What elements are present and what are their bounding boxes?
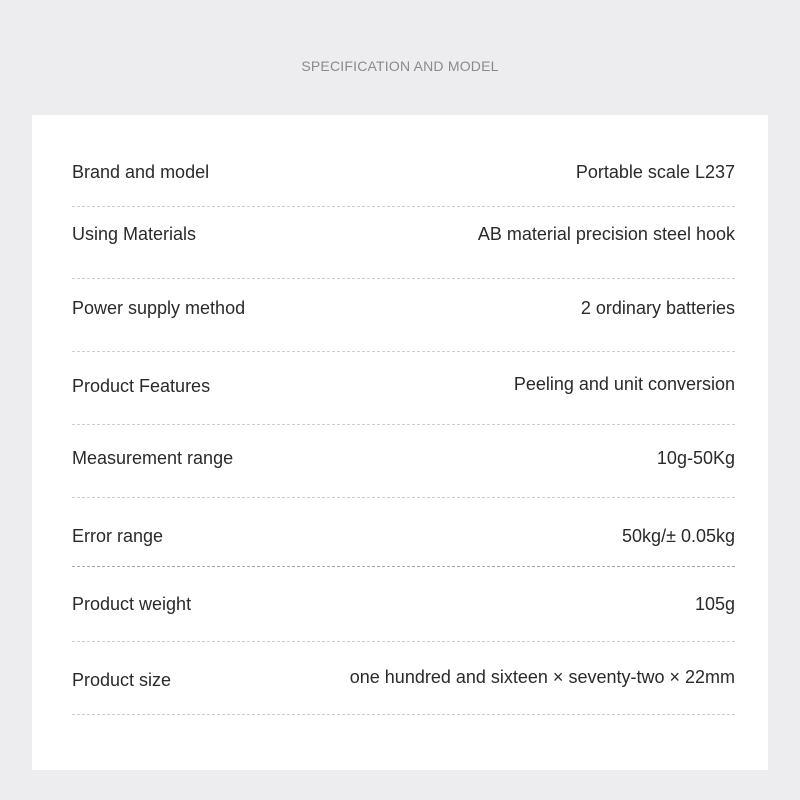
spec-value: 10g-50Kg xyxy=(656,447,735,468)
spec-value: Portable scale L237 xyxy=(575,161,735,182)
spec-value: 105g xyxy=(694,593,735,614)
spec-value: Peeling and unit conversion xyxy=(513,373,735,394)
row-divider xyxy=(72,351,735,352)
spec-row-size xyxy=(72,663,735,691)
spec-label: Error range xyxy=(72,525,164,546)
spec-value: 2 ordinary batteries xyxy=(580,297,735,318)
spec-label: Power supply method xyxy=(72,297,246,318)
spec-row-features xyxy=(72,372,735,400)
spec-row-brand-model xyxy=(72,158,735,186)
row-divider xyxy=(72,641,735,642)
spec-row-weight xyxy=(72,590,735,618)
page-title: SPECIFICATION AND MODEL xyxy=(301,58,499,74)
spec-label: Product weight xyxy=(72,593,192,614)
spec-row-materials xyxy=(72,220,735,248)
spec-value: AB material precision steel hook xyxy=(477,223,735,244)
spec-table xyxy=(32,115,768,770)
row-divider xyxy=(72,714,735,715)
row-divider xyxy=(72,206,735,207)
row-divider xyxy=(72,278,735,279)
spec-label: Measurement range xyxy=(72,447,234,468)
row-divider xyxy=(72,566,735,567)
spec-row-measurement-range xyxy=(72,444,735,472)
spec-value: one hundred and sixteen × seventy-two × 22mm xyxy=(349,666,735,687)
spec-label: Product size xyxy=(72,669,172,690)
spec-value: 50kg/± 0.05kg xyxy=(622,525,735,546)
row-divider xyxy=(72,424,735,425)
spec-label: Brand and model xyxy=(72,161,210,182)
spec-label: Using Materials xyxy=(72,223,197,244)
spec-label: Product Features xyxy=(72,375,211,396)
row-divider xyxy=(72,497,735,498)
spec-row-power-supply xyxy=(72,294,735,322)
spec-row-error-range xyxy=(72,522,735,550)
